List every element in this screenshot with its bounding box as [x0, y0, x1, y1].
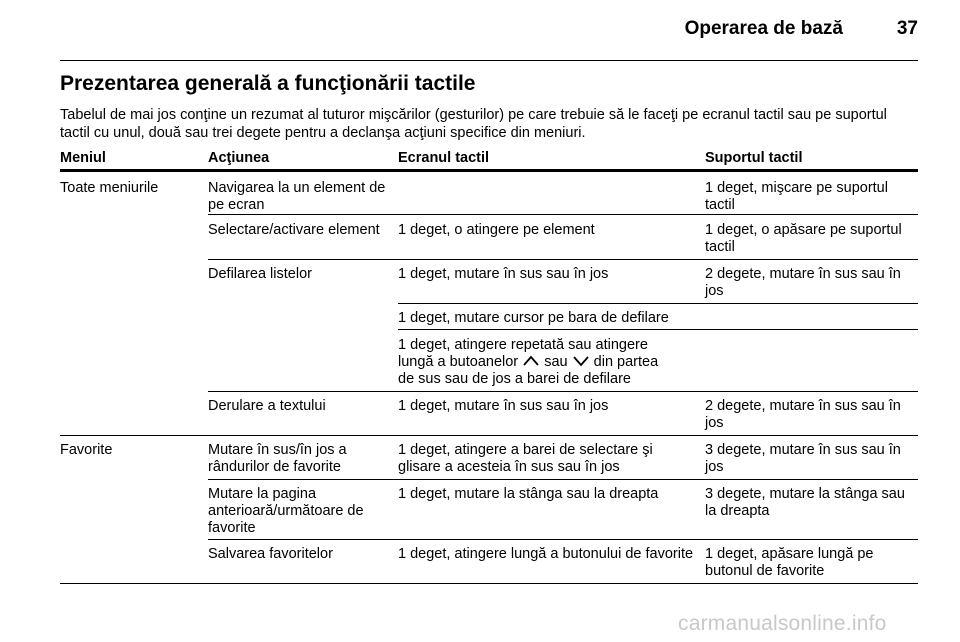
group-divider — [60, 435, 918, 436]
watermark: carmanualsonline.info — [678, 612, 887, 635]
cell-touchpad-fav-page: 3 degete, mutare la stânga sau la dreapta — [705, 486, 905, 519]
col-header-touchpad: Suportul tactil — [705, 150, 803, 166]
cell-scrollbar-cursor: 1 deget, mutare cursor pe bara de defilare — [398, 310, 669, 326]
chevron-down-icon — [572, 355, 590, 367]
cell-action-select: Selectare/activare element — [208, 222, 380, 238]
table-bottom-rule — [60, 583, 918, 584]
row-divider — [208, 479, 918, 480]
page-number: 37 — [896, 18, 918, 39]
cell-touchscreen-move-fav-rows: 1 deget, atingere a barei de selectare şi glisare a acesteia în sus sau în jos — [398, 442, 653, 475]
cell-menu-favorites: Favorite — [60, 442, 113, 458]
scroll-buttons-text-a: lungă a butoanelor — [398, 353, 519, 370]
row-divider — [398, 303, 918, 304]
cell-scroll-buttons — [398, 337, 704, 387]
chevron-up-icon — [522, 355, 540, 367]
cell-action-save-fav: Salvarea favoritelor — [208, 546, 333, 562]
cell-touchpad-scroll: 2 degete, mutare în sus sau în jos — [705, 266, 901, 299]
col-header-touchscreen: Ecranul tactil — [398, 150, 490, 166]
col-header-action: Acţiunea — [208, 150, 270, 166]
cell-menu-all: Toate meniurile — [60, 180, 159, 196]
col-header-menu: Meniul — [60, 150, 106, 166]
scroll-buttons-text-b: sau — [544, 353, 568, 370]
scroll-buttons-line1: 1 deget, atingere repetată sau atingere — [398, 337, 648, 353]
cell-action-scroll-lists: Defilarea listelor — [208, 266, 312, 282]
scroll-buttons-text-c: din partea — [593, 353, 659, 370]
cell-touchscreen-scroll: 1 deget, mutare în sus sau în jos — [398, 266, 609, 282]
section-title: Prezentarea generală a funcţionării tactile — [60, 72, 476, 95]
cell-action-navigate: Navigarea la un element de pe ecran — [208, 180, 386, 213]
row-divider — [398, 329, 918, 330]
row-divider — [208, 259, 918, 260]
cell-touchpad-select: 1 deget, o apăsare pe suportul tactil — [705, 222, 902, 255]
cell-touchpad-navigate: 1 deget, mişcare pe suportul tactil — [705, 180, 888, 213]
intro-paragraph: Tabelul de mai jos conţine un rezumat al tuturor mişcărilor (gesturilor) pe care trebuie să le faceţi pe ecranul tactil sau pe suportul tactil cu unul, două sau trei degete pentru a declanşa acţiuni specifice din meniuri. — [60, 107, 887, 141]
cell-touchpad-move-fav-rows: 3 degete, mutare în sus sau în jos — [705, 442, 901, 475]
cell-touchpad-save-fav: 1 deget, apăsare lungă pe butonul de favorite — [705, 546, 874, 579]
scroll-buttons-line2 — [398, 354, 704, 371]
header-divider — [60, 60, 918, 61]
row-divider — [208, 539, 918, 540]
page-header — [60, 18, 918, 48]
cell-touchscreen-fav-page: 1 deget, mutare la stânga sau la dreapta — [398, 486, 659, 502]
cell-action-fav-page: Mutare la pagina anterioară/următoare de favorite — [208, 486, 364, 536]
header-title: Operarea de bază — [684, 18, 843, 39]
cell-touchscreen-text-scroll: 1 deget, mutare în sus sau în jos — [398, 398, 609, 414]
cell-touchscreen-select: 1 deget, o atingere pe element — [398, 222, 595, 238]
row-divider — [208, 214, 918, 215]
row-divider — [208, 391, 918, 392]
cell-action-move-fav-rows: Mutare în sus/în jos a rândurilor de favorite — [208, 442, 347, 475]
table-header-rule — [60, 169, 918, 172]
cell-touchpad-text-scroll: 2 degete, mutare în sus sau în jos — [705, 398, 901, 431]
scroll-buttons-line3: de sus sau de jos a barei de defilare — [398, 370, 631, 387]
cell-action-text-scroll: Derulare a textului — [208, 398, 326, 414]
cell-touchscreen-save-fav: 1 deget, atingere lungă a butonului de favorite — [398, 546, 694, 562]
